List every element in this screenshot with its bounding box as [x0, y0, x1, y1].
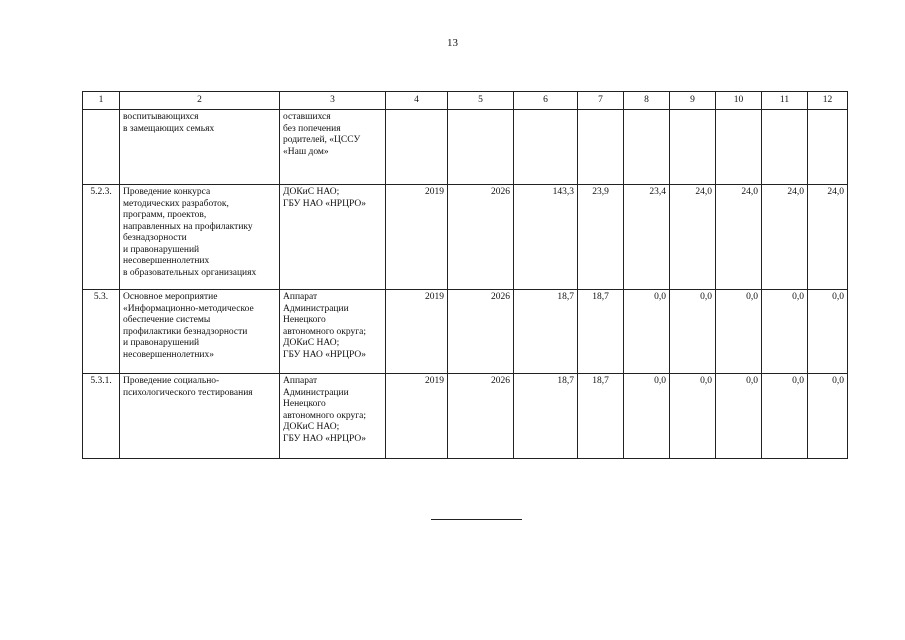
cell-value: 23,4 — [624, 185, 670, 290]
cell-value — [762, 110, 808, 185]
cell-executor: оставшихся без попечения родителей, «ЦССУ «Наш дом» — [280, 110, 386, 185]
column-header-3: 3 — [280, 92, 386, 110]
page-number: 13 — [447, 37, 458, 49]
cell-end-year: 2026 — [448, 374, 514, 459]
cell-value: 24,0 — [808, 185, 848, 290]
cell-value: 18,7 — [578, 290, 624, 374]
cell-start-year: 2019 — [386, 290, 448, 374]
cell-end-year: 2026 — [448, 185, 514, 290]
table-row — [83, 290, 848, 374]
column-header-6: 6 — [514, 92, 578, 110]
cell-total: 18,7 — [514, 290, 578, 374]
cell-start-year: 2019 — [386, 374, 448, 459]
cell-number: 5.3.1. — [83, 374, 120, 459]
cell-number: 5.3. — [83, 290, 120, 374]
column-header-8: 8 — [624, 92, 670, 110]
cell-total — [514, 110, 578, 185]
column-header-4: 4 — [386, 92, 448, 110]
cell-executor: Аппарат Администрации Ненецкого автономного округа; ДОКиС НАО; ГБУ НАО «НРЦРО» — [280, 290, 386, 374]
cell-value: 24,0 — [716, 185, 762, 290]
cell-value: 0,0 — [624, 374, 670, 459]
program-activities-table — [82, 91, 848, 459]
cell-executor: ДОКиС НАО; ГБУ НАО «НРЦРО» — [280, 185, 386, 290]
column-header-12: 12 — [808, 92, 848, 110]
column-header-2: 2 — [120, 92, 280, 110]
cell-value: 0,0 — [808, 374, 848, 459]
cell-number — [83, 110, 120, 185]
column-header-5: 5 — [448, 92, 514, 110]
cell-value — [624, 110, 670, 185]
cell-value: 24,0 — [762, 185, 808, 290]
cell-activity: воспитывающихся в замещающих семьях — [120, 110, 280, 185]
cell-value: 0,0 — [762, 374, 808, 459]
cell-value: 0,0 — [716, 290, 762, 374]
column-header-9: 9 — [670, 92, 716, 110]
cell-value — [808, 110, 848, 185]
cell-start-year: 2019 — [386, 185, 448, 290]
cell-value: 0,0 — [624, 290, 670, 374]
cell-activity: Основное мероприятие «Информационно-методическое обеспечение системы профилактики безнадзорности и правонарушений несовершеннолетних» — [120, 290, 280, 374]
column-header-11: 11 — [762, 92, 808, 110]
cell-activity: Проведение конкурса методических разработок, программ, проектов, направленных на профилактику безнадзорности и правонарушений несовершеннолетних в образовательных организациях — [120, 185, 280, 290]
cell-value: 0,0 — [716, 374, 762, 459]
column-header-1: 1 — [83, 92, 120, 110]
cell-total: 143,3 — [514, 185, 578, 290]
cell-start-year — [386, 110, 448, 185]
cell-end-year: 2026 — [448, 290, 514, 374]
cell-value: 18,7 — [578, 374, 624, 459]
cell-activity: Проведение социально- психологического тестирования — [120, 374, 280, 459]
footer-divider — [431, 519, 522, 520]
table-row — [83, 185, 848, 290]
table-row — [83, 110, 848, 185]
column-header-10: 10 — [716, 92, 762, 110]
cell-total: 18,7 — [514, 374, 578, 459]
cell-value: 23,9 — [578, 185, 624, 290]
cell-end-year — [448, 110, 514, 185]
cell-executor: Аппарат Администрации Ненецкого автономного округа; ДОКиС НАО; ГБУ НАО «НРЦРО» — [280, 374, 386, 459]
cell-value: 0,0 — [670, 290, 716, 374]
cell-value: 0,0 — [808, 290, 848, 374]
cell-value — [716, 110, 762, 185]
table-row — [83, 374, 848, 459]
cell-value — [670, 110, 716, 185]
cell-value: 0,0 — [670, 374, 716, 459]
column-header-7: 7 — [578, 92, 624, 110]
cell-value: 24,0 — [670, 185, 716, 290]
header-row — [83, 92, 848, 110]
cell-number: 5.2.3. — [83, 185, 120, 290]
cell-value — [578, 110, 624, 185]
cell-value: 0,0 — [762, 290, 808, 374]
